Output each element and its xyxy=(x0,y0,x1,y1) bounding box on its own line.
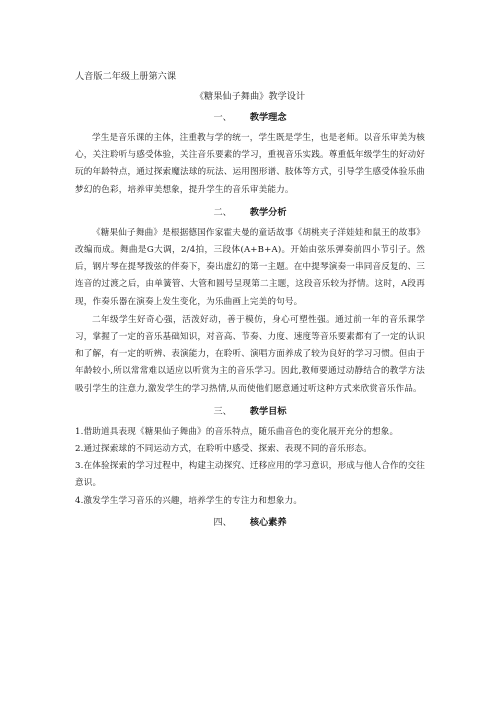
paragraph: 二年级学生好奇心强，活泼好动，善于模仿，身心可塑性强。通过前一年的音乐课学习，掌握了一定的音乐基础知识，对音高、节奏、力度、速度等音乐要素都有了一定的认识和了解，有一定的听辨、表演能力，在聆听、演唱方面养成了较为良好的学习习惯。但由于年龄较小,所以常常难以适应以听赏为主的音乐学习。因此,教师要通过动静结合的教学方法吸引学生的注意力,激发学生的学习热情,从而使他们愿意通过听这种方式来欣赏音乐作品。 xyxy=(75,314,425,394)
section-title: 教学目标 xyxy=(249,405,287,417)
paragraph: 学生是音乐课的主体，注重教与学的统一，学生既是学生，也是老师。以音乐审美为核心，关注聆听与感受体验，关注音乐要素的学习，重视音乐实践。尊重低年级学生的好动好玩的年龄特点，通过探索魔法球的玩法、运用图形谱、肢体等方式，引导学生感受体验乐曲梦幻的色彩，培养审美想象，提升学生的音乐审美能力。 xyxy=(75,133,425,195)
section-title: 教学分析 xyxy=(249,206,287,218)
section-title: 教学理念 xyxy=(249,112,287,123)
document-title: 《糖果仙子舞曲》教学设计 xyxy=(194,91,306,102)
section-number: 一、 xyxy=(213,112,232,123)
goal-item: 1.借助道具表现《糖果仙子舞曲》的音乐特点，随乐曲音色的变化展开充分的想象。 xyxy=(75,426,399,437)
paragraph: 《糖果仙子舞曲》是根据德国作家霍夫曼的童话故事《胡桃夹子洋娃娃和鼠王的故事》改编而成。舞曲是G大调，2/4拍，三段体(A+B+A)。开始由弦乐弹奏前四小节引子。然后，钢片琴在提琴拨弦的伴奏下，奏出虚幻的第一主题。在中提琴演奏一串同音反复的、三连音的过渡之后，由单簧管、大管和圆号呈现第二主题，这段音乐较为抒情。这时，A段再现，作奏乐器在演奏上发生变化，为乐曲画上完美的句号。 xyxy=(75,227,425,307)
goal-item: 4.激发学生学习音乐的兴趣，培养学生的专注力和想象力。 xyxy=(75,495,303,506)
section-title: 核心素养 xyxy=(249,516,287,528)
section-heading-core-literacy xyxy=(75,516,425,530)
section-number: 三、 xyxy=(213,405,232,417)
goal-item: 2.通过探索球的不同运动方式，在聆听中感受、探索、表现不同的音乐形态。 xyxy=(75,444,373,455)
section-heading-objectives xyxy=(75,405,425,419)
section-number: 二、 xyxy=(213,206,232,218)
section-heading-analysis xyxy=(75,206,425,220)
section-number: 四、 xyxy=(213,516,232,528)
course-label: 人音版二年级上册第六课 xyxy=(75,71,177,82)
section-heading-philosophy xyxy=(75,111,425,125)
goal-item: 3.在体验探索的学习过程中，构建主动探究、迁移应用的学习意识，形成与他人合作的交往意识。 xyxy=(75,461,425,489)
